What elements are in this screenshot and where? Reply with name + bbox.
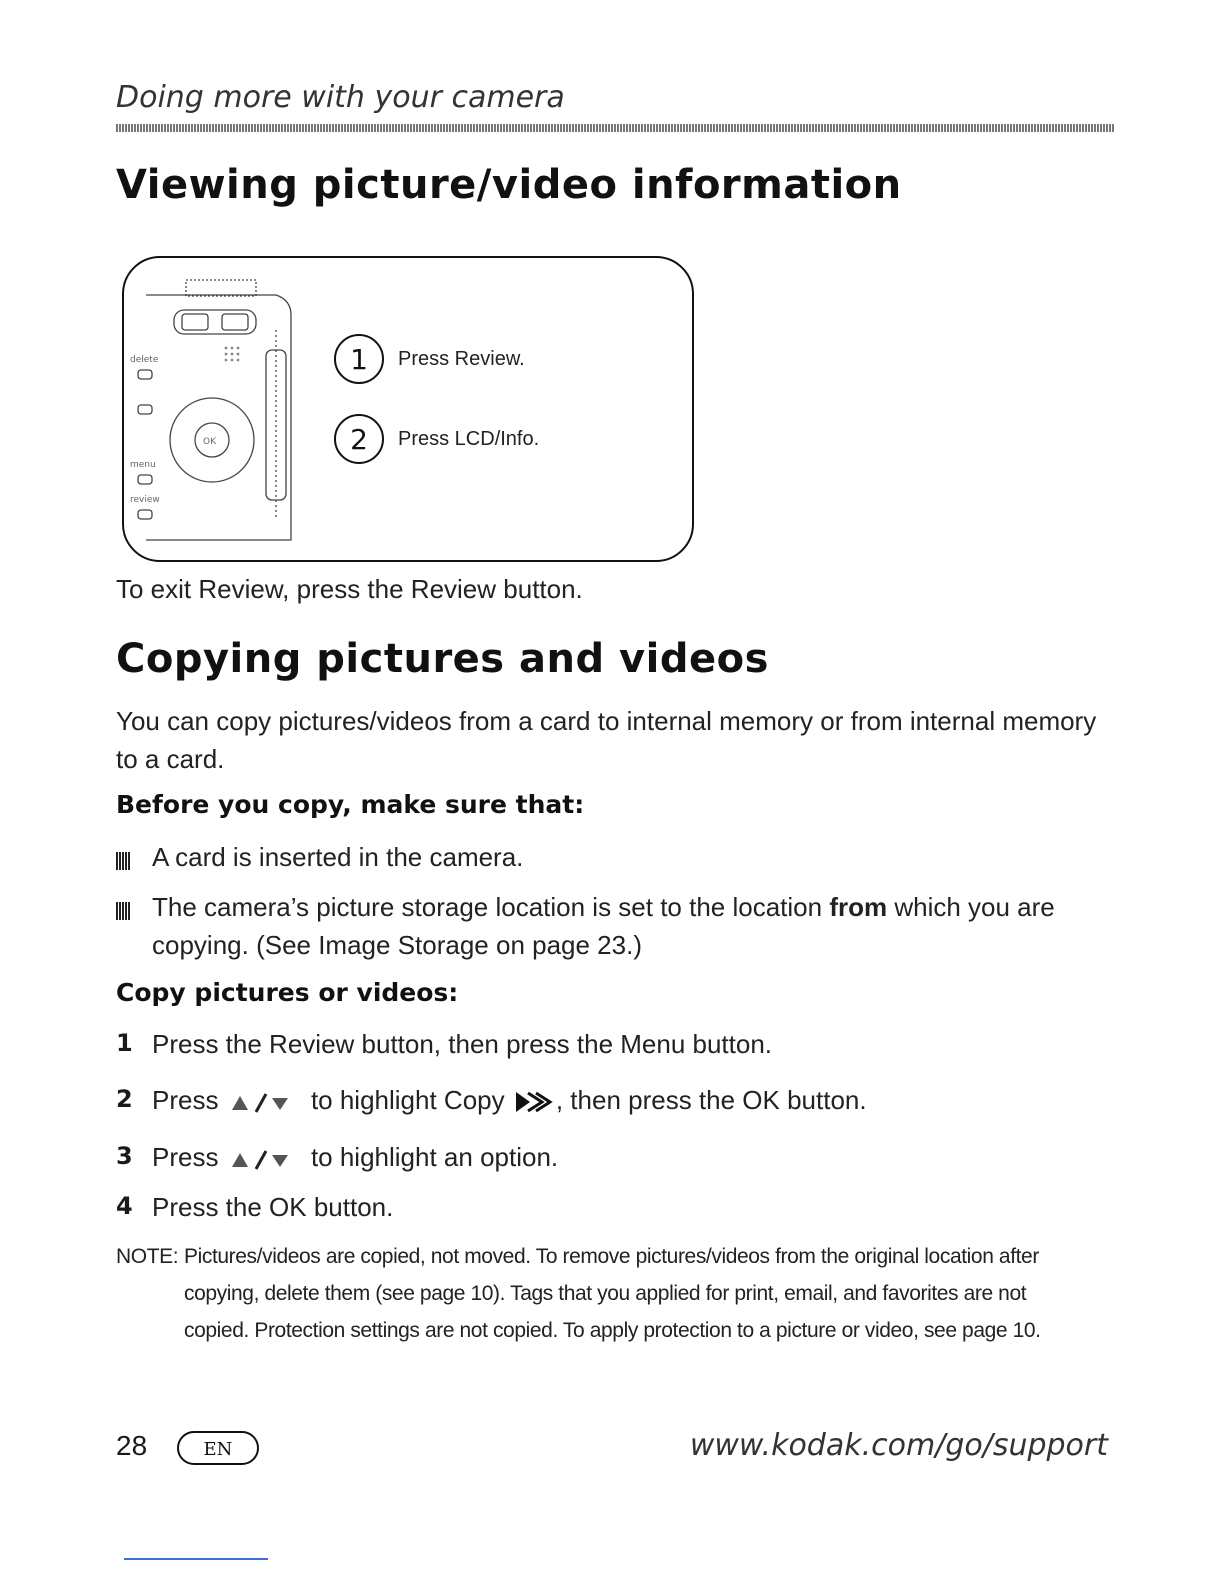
running-header: Doing more with your camera	[116, 80, 565, 115]
intro-line-1: You can copy pictures/videos from a card to internal memory or from internal memory	[116, 706, 1097, 736]
step-3-highlight-option: to highlight an option.	[310, 1142, 559, 1172]
bullet-2-bold-from: from	[829, 892, 888, 922]
callout-2	[334, 414, 539, 464]
intro-line-2: to a card.	[116, 744, 225, 774]
page-number: 28	[116, 1430, 148, 1461]
bullet-square-icon	[116, 902, 130, 920]
step-3-press: Press	[152, 1142, 219, 1172]
bullet-2-line-1	[152, 888, 1055, 926]
copy-icon	[512, 1088, 556, 1116]
header-rule	[116, 124, 1114, 132]
before-you-copy-heading: Before you copy, make sure that:	[116, 790, 585, 819]
step-2-then-ok: , then press the OK button.	[555, 1085, 867, 1115]
step-2-text	[152, 1081, 867, 1119]
note-label: NOTE:	[116, 1245, 179, 1268]
camera-label-menu: menu	[130, 460, 156, 470]
note-line-2: copying, delete them (see page 10). Tags that you applied for print, email, and favorites are not	[184, 1282, 1027, 1305]
step-1-text: Press the Review button, then press the Menu button.	[152, 1029, 773, 1059]
bullet-2-line-2: copying. (See Image Storage on page 23.)	[152, 930, 642, 960]
callout-text-2: Press LCD/Info.	[398, 427, 540, 450]
step-4-number: 4	[116, 1192, 133, 1220]
step-3-number: 3	[116, 1142, 133, 1170]
step-2-press: Press	[152, 1085, 219, 1115]
step-1-number: 1	[116, 1029, 133, 1057]
note-line-1: Pictures/videos are copied, not moved. To remove pictures/videos from the original location after	[184, 1245, 1039, 1268]
up-down-arrows-icon	[226, 1090, 304, 1114]
heading-copying: Copying pictures and videos	[116, 636, 769, 682]
callout-text-1: Press Review.	[398, 347, 525, 370]
callout-number-2: 2	[334, 414, 384, 464]
camera-back-illustration	[126, 270, 296, 550]
support-url: www.kodak.com/go/support	[689, 1428, 1108, 1463]
bullet-square-icon	[116, 852, 130, 870]
step-2-number: 2	[116, 1085, 133, 1113]
language-badge-text: EN	[203, 1439, 233, 1460]
exit-review-text: To exit Review, press the Review button.	[116, 574, 583, 604]
up-down-arrows-icon	[226, 1147, 304, 1171]
camera-label-ok: OK	[203, 437, 216, 447]
language-badge-icon	[176, 1430, 260, 1466]
callout-number-1: 1	[334, 334, 384, 384]
camera-label-review: review	[130, 495, 160, 505]
bullet-2-text-pre: The camera’s picture storage location is set to the location	[152, 892, 830, 922]
copy-pictures-heading: Copy pictures or videos:	[116, 978, 459, 1007]
step-2-highlight-copy: to highlight Copy	[310, 1085, 505, 1115]
step-3-text	[152, 1138, 558, 1176]
step-4-text: Press the OK button.	[152, 1192, 394, 1222]
bullet-2-text-post: which you are	[887, 892, 1055, 922]
review-figure	[122, 256, 694, 562]
decorative-blue-rule	[124, 1558, 268, 1560]
callout-1	[334, 334, 525, 384]
camera-label-delete: delete	[130, 355, 159, 365]
bullet-1-text: A card is inserted in the camera.	[152, 842, 524, 872]
heading-viewing-info: Viewing picture/video information	[116, 162, 902, 208]
note-line-3: copied. Protection settings are not copied. To apply protection to a picture or video, see page 10.	[184, 1319, 1041, 1342]
